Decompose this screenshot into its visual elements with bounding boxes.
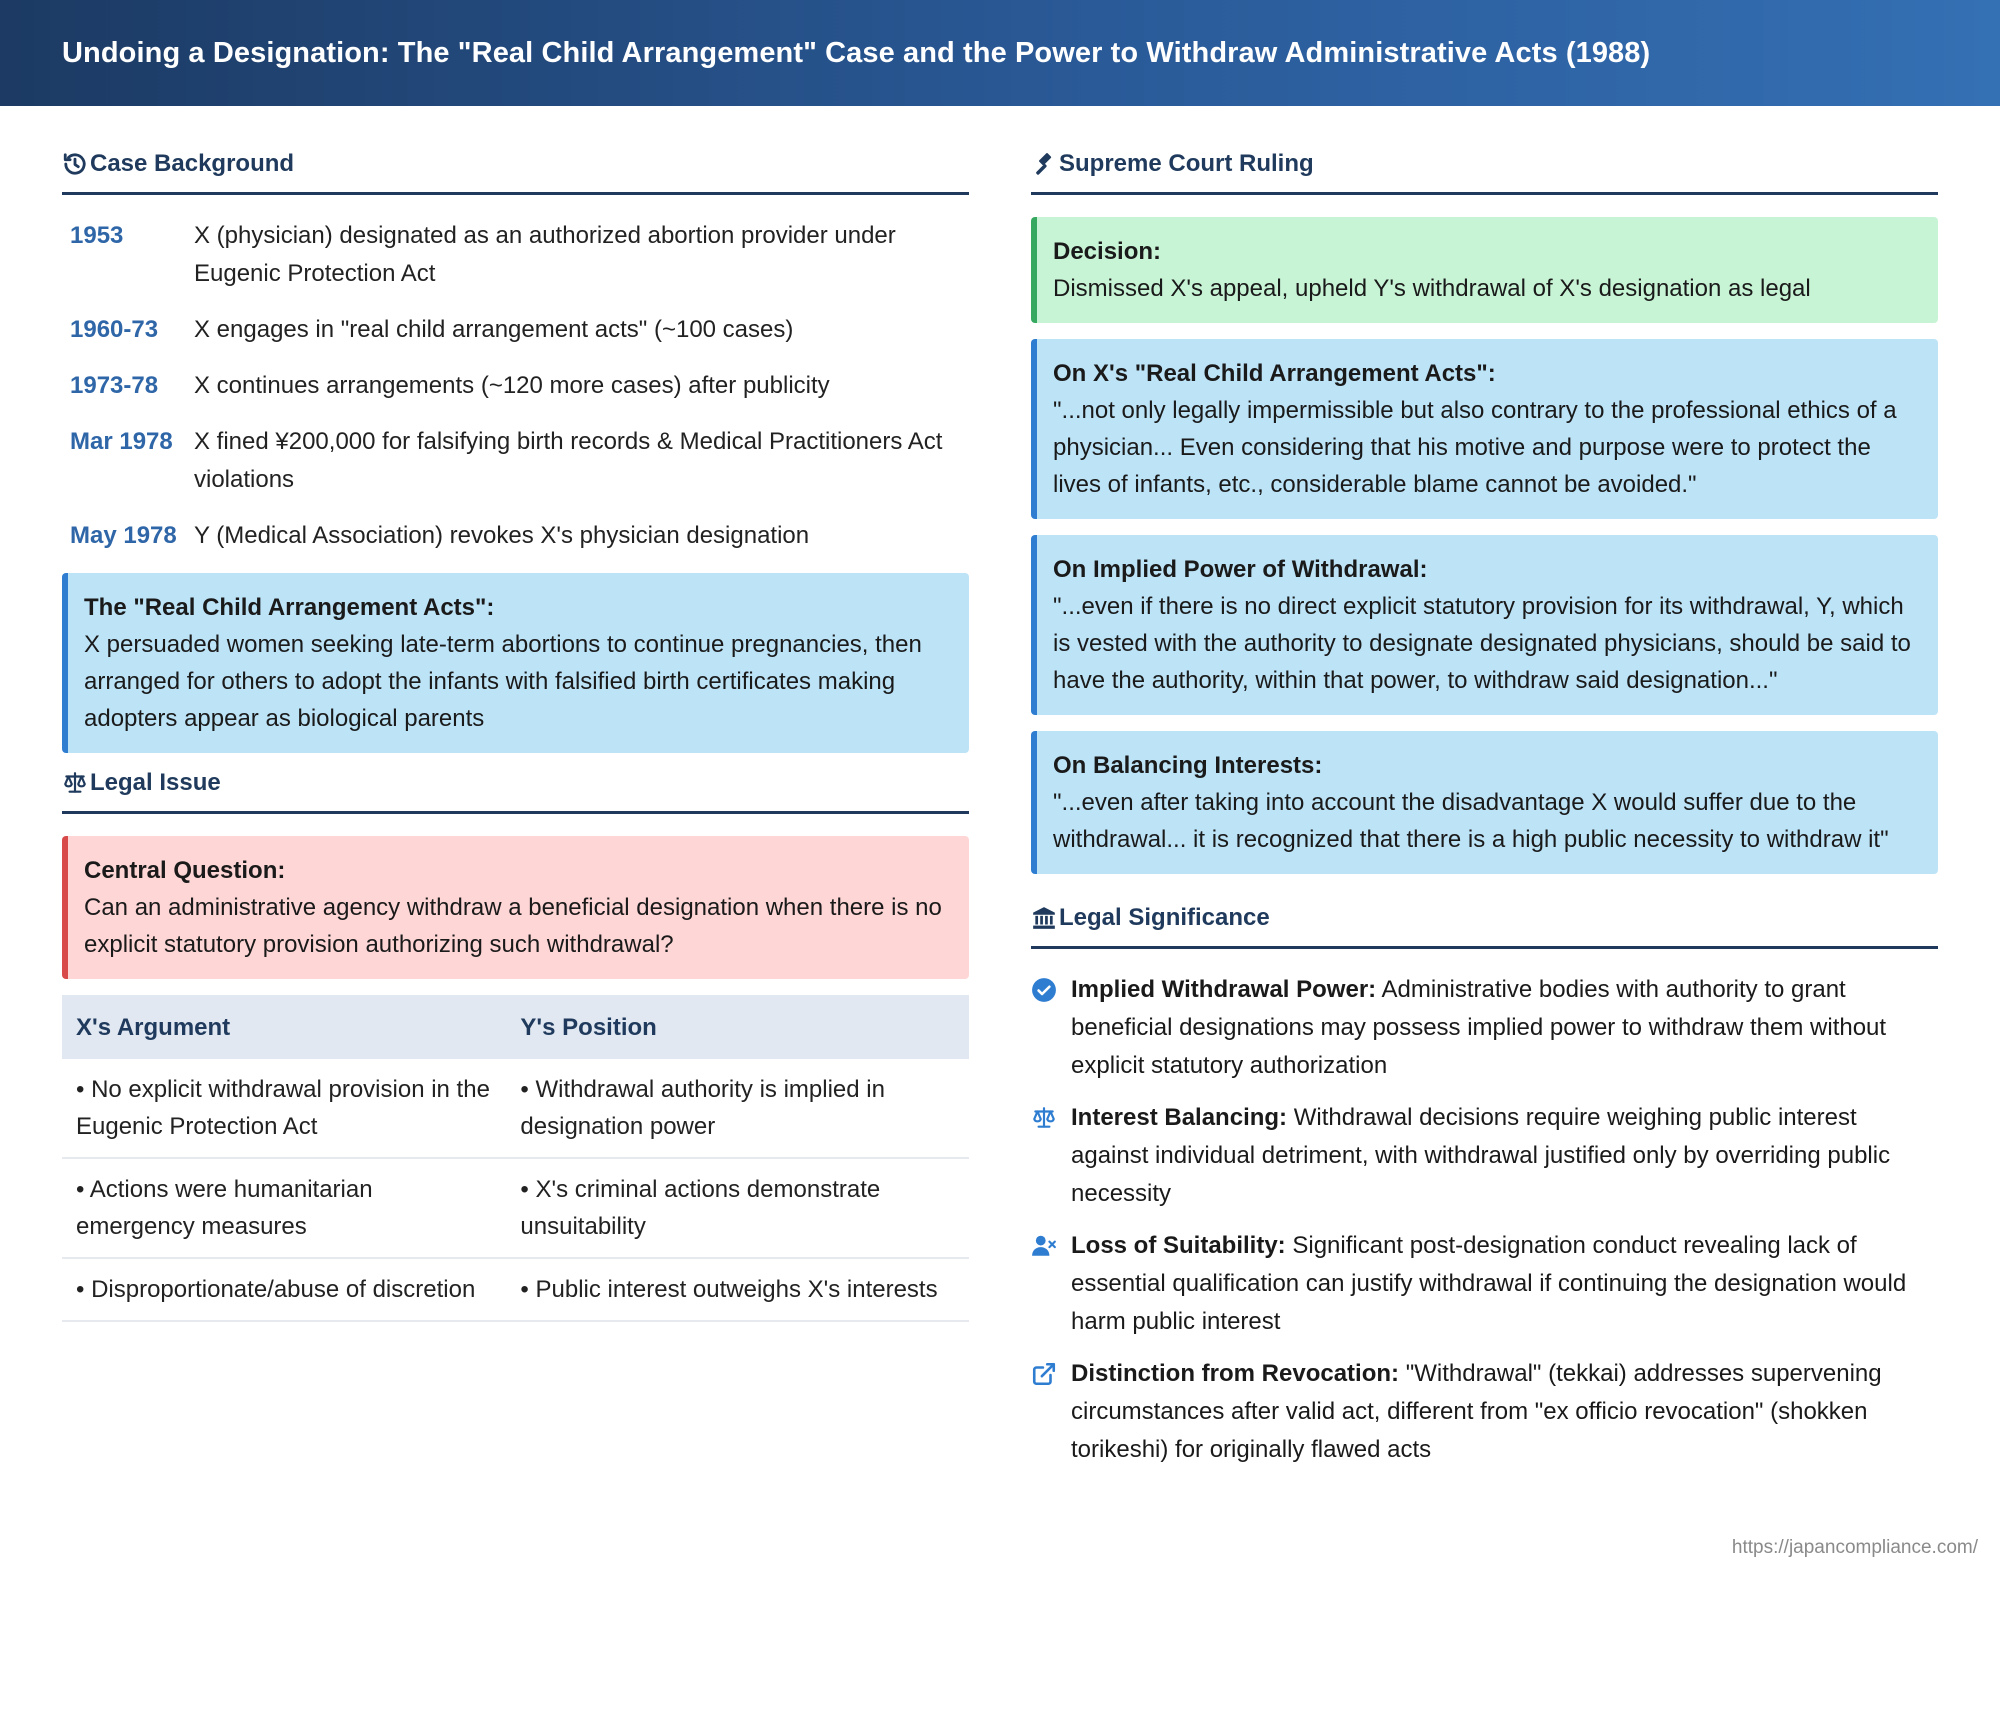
gavel-icon <box>1031 151 1057 177</box>
scale-icon <box>1031 1105 1057 1131</box>
timeline-entry <box>70 311 969 349</box>
ruling-quote-title: On Implied Power of Withdrawal: <box>1053 556 1428 583</box>
x-argument-cell: • No explicit withdrawal provision in the Eugenic Protection Act <box>62 1059 506 1158</box>
significance-title: Legal Significance <box>1059 904 1270 931</box>
legal-issue-title: Legal Issue <box>90 769 221 796</box>
decision-text: Dismissed X's appeal, upheld Y's withdrawal of X's designation as legal <box>1053 275 1811 302</box>
case-background-title: Case Background <box>90 150 295 177</box>
ruling-title: Supreme Court Ruling <box>1059 150 1314 177</box>
timeline-year: 1953 <box>70 222 124 249</box>
timeline-year: Mar 1978 <box>70 428 173 455</box>
ruling-quote-text: "...not only legally impermissible but also contrary to the professional ethics of a physician... Even considering that his motive and purpose were to protect the lives of infants, etc., considerable blame cannot be avoided." <box>1053 397 1897 498</box>
significance-label: Interest Balancing: <box>1071 1104 1288 1131</box>
timeline-year: 1973-78 <box>70 372 159 399</box>
right-column <box>1031 150 1938 1483</box>
timeline-year: 1960-73 <box>70 316 159 343</box>
significance-label: Implied Withdrawal Power: <box>1071 976 1377 1003</box>
timeline-text: X fined ¥200,000 for falsifying birth records & Medical Practitioners Act violations <box>194 428 943 493</box>
ruling-quote-text: "...even after taking into account the disadvantage X would suffer due to the withdrawal... it is recognized that there is a high public necessity to withdraw it" <box>1053 789 1889 853</box>
landmark-icon <box>1031 905 1057 931</box>
page-title: Undoing a Designation: The "Real Child Arrangement" Case and the Power to Withdraw Administrative Acts (1988) <box>62 36 1651 69</box>
central-question-text: Can an administrative agency withdraw a beneficial designation when there is no explicit statutory provision authorizing such withdrawal? <box>84 894 942 958</box>
decision-title: Decision: <box>1053 238 1162 265</box>
x-argument-cell: • Disproportionate/abuse of discretion <box>62 1258 506 1321</box>
check-circle-icon <box>1031 977 1057 1003</box>
y-position-header: Y's Position <box>506 995 969 1059</box>
arrangement-acts-box <box>62 573 969 753</box>
ruling-quote-box <box>1031 535 1938 715</box>
significance-label: Loss of Suitability: <box>1071 1232 1286 1259</box>
arrangement-acts-text: X persuaded women seeking late-term abortions to continue pregnancies, then arranged for others to adopt the infants with falsified birth certificates making adopters appear as biological parents <box>84 631 922 732</box>
x-argument-cell: • Actions were humanitarian emergency measures <box>62 1158 506 1258</box>
history-icon <box>62 151 88 177</box>
significance-text: Significant post-designation conduct revealing lack of essential qualification can justify withdrawal if continuing the designation would harm public interest <box>1071 1232 1907 1335</box>
timeline-text: X continues arrangements (~120 more cases) after publicity <box>194 372 830 399</box>
ruling-quote-title: On X's "Real Child Arrangement Acts": <box>1053 360 1496 387</box>
table-row <box>62 1158 969 1258</box>
table-row <box>62 1059 969 1158</box>
timeline-text: Y (Medical Association) revokes X's physician designation <box>194 522 810 549</box>
significance-text: "Withdrawal" (tekkai) addresses supervening circumstances after valid act, different from "ex officio revocation" (shokken torikeshi) for originally flawed acts <box>1071 1360 1882 1463</box>
significance-item <box>1031 1227 1938 1341</box>
significance-item <box>1031 1355 1938 1469</box>
ruling-quote-box <box>1031 731 1938 874</box>
significance-item <box>1031 1099 1938 1213</box>
timeline-entry <box>70 423 969 499</box>
decision-box <box>1031 217 1938 323</box>
significance-label: Distinction from Revocation: <box>1071 1360 1400 1387</box>
ruling-heading <box>1031 150 1938 195</box>
timeline-text: X (physician) designated as an authorized abortion provider under Eugenic Protection Act <box>194 222 896 287</box>
x-argument-header: X's Argument <box>62 995 506 1059</box>
ruling-quote-text: "...even if there is no direct explicit statutory provision for its withdrawal, Y, which is vested with the authority to designate designated physicians, should be said to have the authority, within that power, to withdraw said designation..." <box>1053 593 1911 694</box>
timeline-year: May 1978 <box>70 522 177 549</box>
left-column <box>62 150 969 1322</box>
timeline-entry <box>70 217 969 293</box>
footer-url[interactable]: https://japancompliance.com/ <box>1731 1537 1978 1558</box>
ruling-quote-box <box>1031 339 1938 519</box>
central-question-box <box>62 836 969 979</box>
scale-icon <box>62 770 88 796</box>
ruling-quote-title: On Balancing Interests: <box>1053 752 1323 779</box>
central-question-title: Central Question: <box>84 857 286 884</box>
case-background-heading <box>62 150 969 195</box>
significance-text: Administrative bodies with authority to grant beneficial designations may possess implied power to withdraw them without explicit statutory authorization <box>1071 976 1887 1079</box>
significance-heading <box>1031 904 1938 949</box>
arguments-table <box>62 995 969 1322</box>
timeline-entry <box>70 367 969 405</box>
external-link-icon <box>1031 1361 1057 1387</box>
table-row <box>62 1258 969 1321</box>
user-x-icon <box>1031 1233 1057 1259</box>
timeline <box>62 217 969 555</box>
y-position-cell: • X's criminal actions demonstrate unsuitability <box>506 1158 969 1258</box>
timeline-text: X engages in "real child arrangement acts" (~100 cases) <box>194 316 794 343</box>
significance-text: Withdrawal decisions require weighing public interest against individual detriment, with withdrawal justified only by overriding public necessity <box>1071 1104 1891 1207</box>
legal-issue-heading <box>62 769 969 814</box>
y-position-cell: • Withdrawal authority is implied in designation power <box>506 1059 969 1158</box>
table-header-row <box>62 995 969 1059</box>
timeline-entry <box>70 517 969 555</box>
page-header <box>0 0 2000 106</box>
arrangement-acts-title: The "Real Child Arrangement Acts": <box>84 594 495 621</box>
significance-item <box>1031 971 1938 1085</box>
y-position-cell: • Public interest outweighs X's interests <box>506 1258 969 1321</box>
